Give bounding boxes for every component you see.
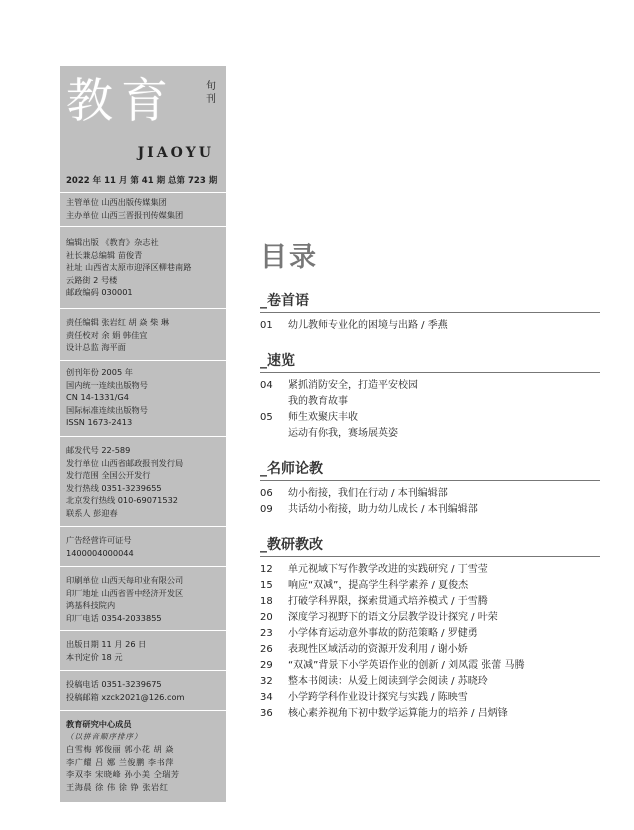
toc-page-number: 15 — [260, 580, 273, 591]
info-line: 本刊定价 18 元 — [66, 651, 123, 662]
submission-block — [66, 678, 184, 703]
toc-page-number: 09 — [260, 504, 273, 515]
toc-page-number: 23 — [260, 628, 273, 639]
divider — [60, 360, 226, 361]
info-line: 发行单位 山西省邮政报刊发行局 — [66, 457, 184, 468]
info-line: ISSN 1673-2413 — [66, 417, 133, 428]
toc-entry[interactable] — [260, 410, 600, 426]
toc-entry[interactable] — [260, 502, 600, 518]
toc-entry[interactable] — [260, 394, 600, 410]
members-row: 王海晨 徐 伟 徐 铮 张岩红 — [66, 781, 169, 792]
info-line: 邮政编码 030001 — [66, 287, 133, 298]
toc-entry[interactable] — [260, 486, 600, 502]
section-heading: _教研教改 — [260, 537, 323, 553]
section-rule — [260, 480, 600, 481]
info-line: 广告经营许可证号 — [66, 535, 132, 545]
info-line: 编辑出版 《教育》杂志社 — [66, 237, 159, 247]
toc-page-number — [260, 394, 288, 410]
divider — [60, 308, 226, 309]
toc-entry-title: 运动有你我，赛场展英姿 — [288, 428, 398, 439]
toc-page-number: 05 — [260, 412, 273, 423]
toc-entry-title: 打破学科界限，探索贯通式培养模式 / 于雪腾 — [288, 596, 488, 607]
section-rule — [260, 556, 600, 557]
members-row: 白雪梅 郭俊丽 郭小花 胡 焱 — [66, 744, 174, 755]
research-members-block — [66, 718, 180, 792]
divider — [60, 436, 226, 437]
toc-entry-title: 小学体育运动意外事故的防范策略 / 罗健勇 — [288, 628, 478, 639]
info-line: 社长兼总编辑 苗俊青 — [66, 249, 143, 260]
info-line: 邮发代号 22-589 — [66, 445, 131, 455]
divider — [60, 226, 226, 227]
toc-section — [260, 458, 600, 518]
info-line: 云路街 2 号楼 — [66, 274, 118, 285]
divider — [60, 630, 226, 631]
toc-entry-title: 核心素养视角下初中数学运算能力的培养 / 吕炳锋 — [288, 708, 508, 719]
members-note: （以拼音顺序排序） — [66, 731, 143, 741]
section-heading: _速览 — [260, 353, 295, 369]
info-line: 设计总监 海平面 — [66, 342, 126, 353]
toc-entry[interactable] — [260, 318, 600, 334]
toc-entry-title: 小学跨学科作业设计探究与实践 / 陈映雪 — [288, 692, 468, 703]
divider — [60, 670, 226, 671]
info-line: 印厂地址 山西省晋中经济开发区 — [66, 587, 184, 598]
toc-entry[interactable] — [260, 594, 600, 610]
section-rule — [260, 372, 600, 373]
toc-entry-title: 单元视域下写作教学改进的实践研究 / 丁雪莹 — [288, 564, 488, 575]
toc-section — [260, 534, 600, 722]
toc-page-number: 18 — [260, 596, 273, 607]
printing-block — [66, 574, 183, 624]
info-line: 印厂电话 0354-2033855 — [66, 612, 162, 623]
toc-entry-title: 响应“双减”，提高学生科学素养 / 夏俊杰 — [288, 580, 469, 591]
toc-page-number — [260, 426, 288, 442]
toc-entry[interactable] — [260, 658, 600, 674]
toc-section — [260, 350, 600, 442]
divider — [60, 526, 226, 527]
toc-entry-title: 我的教育故事 — [288, 396, 348, 407]
toc-entry[interactable] — [260, 578, 600, 594]
info-line: 北京发行热线 010-69071532 — [66, 495, 178, 506]
info-line: 1400004000044 — [66, 547, 134, 558]
section-heading: _名师论教 — [260, 461, 323, 477]
toc-entry[interactable] — [260, 674, 600, 690]
table-of-contents — [260, 240, 600, 722]
info-line: 创刊年份 2005 年 — [66, 367, 133, 377]
toc-page-number: 01 — [260, 320, 273, 331]
toc-page-number: 26 — [260, 644, 273, 655]
toc-page-number: 20 — [260, 612, 273, 623]
info-line: 责任编辑 张岩红 胡 焱 柴 琳 — [66, 317, 170, 327]
toc-entry-title: 幼小衔接，我们在行动 / 本刊编辑部 — [288, 488, 448, 499]
toc-page-number: 34 — [260, 692, 273, 703]
toc-entry[interactable] — [260, 426, 600, 442]
divider — [60, 710, 226, 711]
toc-entry[interactable] — [260, 690, 600, 706]
members-row: 李双李 宋晓峰 孙小美 仝瑞芳 — [66, 769, 180, 780]
ad-license-block — [66, 534, 134, 559]
toc-entry-title: 师生欢聚庆丰收 — [288, 412, 358, 423]
toc-page-number: 04 — [260, 380, 273, 391]
info-line: 社址 山西省太原市迎泽区柳巷南路 — [66, 262, 192, 273]
divider — [60, 566, 226, 567]
info-line: 鸿基科技院内 — [66, 600, 116, 611]
toc-entry[interactable] — [260, 378, 600, 394]
toc-page-number: 36 — [260, 708, 273, 719]
masthead-sidebar — [60, 66, 226, 802]
registration-block — [66, 366, 148, 429]
toc-entry-title: “双减”背景下小学英语作业的创新 / 刘凤霞 张蕾 马腾 — [288, 660, 525, 671]
toc-entry[interactable] — [260, 626, 600, 642]
toc-entry-title: 整本书阅读：从爱上阅读到学会阅读 / 苏晓玲 — [288, 676, 488, 687]
toc-page-number: 32 — [260, 676, 273, 687]
masthead-subtitle: 旬刊 — [206, 81, 216, 105]
toc-entry-title: 深度学习视野下的语文分层教学设计探究 / 叶荣 — [288, 612, 498, 623]
toc-entry-title: 幼儿教师专业化的困境与出路 / 季燕 — [288, 320, 448, 331]
toc-entry-title: 表现性区域活动的资源开发利用 / 谢小娇 — [288, 644, 468, 655]
info-line: 国内统一连续出版物号 — [66, 379, 148, 390]
staff-block — [66, 316, 169, 354]
toc-entry-title: 紧抓消防安全，打造平安校园 — [288, 380, 418, 391]
info-line: 国际标准连续出版物号 — [66, 404, 148, 415]
info-line: CN 14-1331/G4 — [66, 392, 129, 403]
members-row: 李广耀 吕 娜 兰俊鹏 李书萍 — [66, 756, 174, 767]
toc-entry-title: 共话幼小衔接，助力幼儿成长 / 本刊编辑部 — [288, 504, 478, 515]
distribution-block — [66, 444, 183, 520]
info-line: 发行热线 0351-3239655 — [66, 482, 162, 493]
publication-block — [66, 638, 146, 663]
toc-entry[interactable] — [260, 706, 600, 722]
toc-page-number: 12 — [260, 564, 273, 575]
info-line: 投稿邮箱 xzck2021@126.com — [66, 691, 185, 702]
toc-title: 目录 — [260, 242, 318, 273]
info-line: 责任校对 余 娟 韩佳宜 — [66, 329, 148, 340]
members-title: 教育研究中心成员 — [66, 719, 132, 729]
issue-line: 2022 年 11 月 第 41 期 总第 723 期 — [66, 176, 218, 186]
info-line: 出版日期 11 月 26 日 — [66, 639, 147, 649]
toc-section — [260, 290, 600, 334]
info-line: 联系人 彭迎春 — [66, 507, 118, 518]
toc-page-number: 06 — [260, 488, 273, 499]
info-line: 主管单位 山西出版传媒集团 — [66, 197, 167, 207]
section-rule — [260, 312, 600, 313]
publisher-block — [66, 196, 183, 221]
masthead-title: 教育 — [66, 74, 176, 129]
editorial-block — [66, 236, 191, 299]
toc-page-number: 29 — [260, 660, 273, 671]
info-line: 投稿电话 0351-3239675 — [66, 679, 162, 689]
info-line: 主办单位 山西三晋报刊传媒集团 — [66, 209, 184, 220]
section-heading: _卷首语 — [260, 293, 309, 309]
toc-entry[interactable] — [260, 562, 600, 578]
masthead-roman-title: JIAOYU — [137, 145, 214, 161]
toc-entry[interactable] — [260, 610, 600, 626]
info-line: 印刷单位 山西天每印业有限公司 — [66, 575, 184, 585]
info-line: 发行范围 全国公开发行 — [66, 470, 151, 481]
toc-entry[interactable] — [260, 642, 600, 658]
divider — [60, 192, 226, 193]
